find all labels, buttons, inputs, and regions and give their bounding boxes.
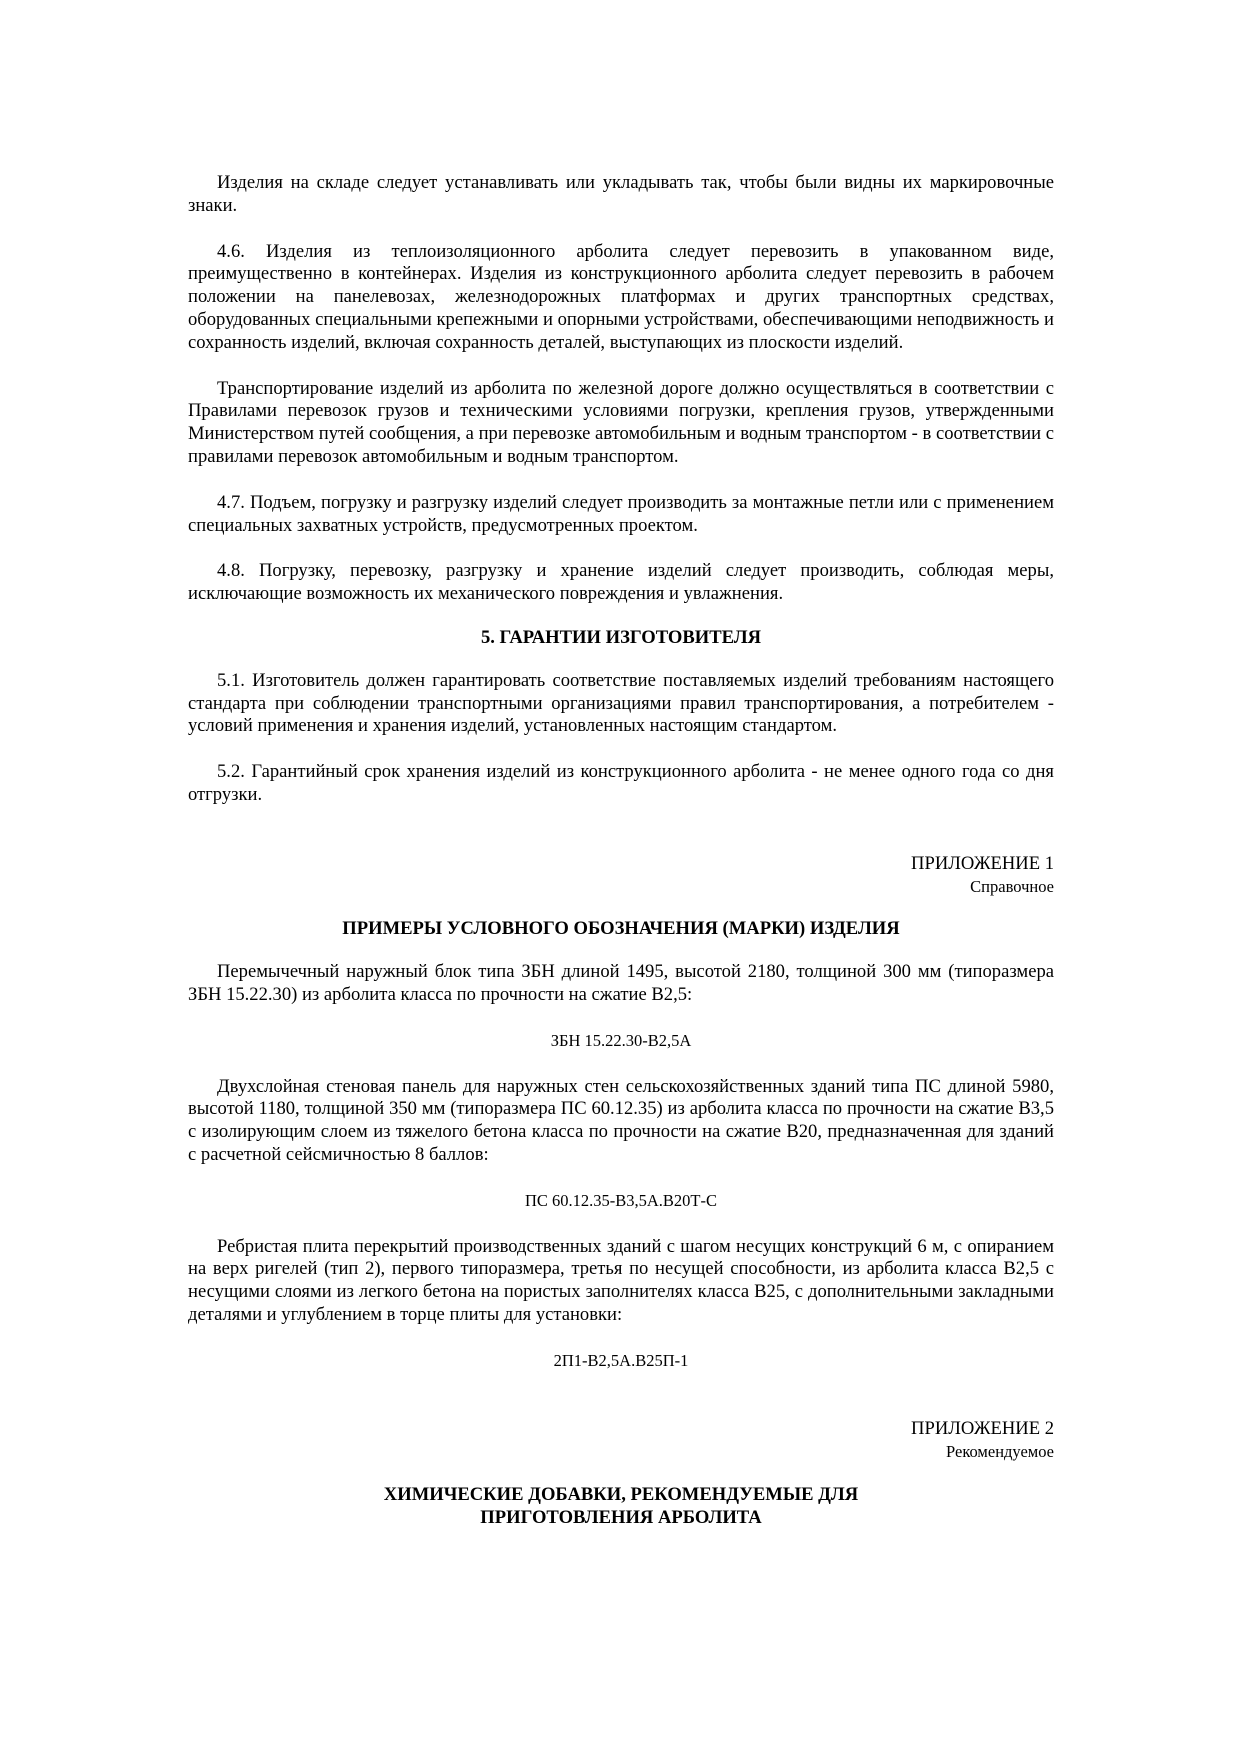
paragraph-5-2: 5.2. Гарантийный срок хранения изделий из конструкционного арболита - не менее одного года со дня отгрузки.: [188, 761, 1054, 805]
appendix-1-heading: ПРИМЕРЫ УСЛОВНОГО ОБОЗНАЧЕНИЯ (МАРКИ) ИЗДЕЛИЯ: [342, 918, 900, 940]
example-3-text: Ребристая плита перекрытий производственных зданий с шагом несущих конструкций 6 м, с опиранием на верх ригелей (тип 2), первого типоразмера, третья по несущей способности, из арболита класса В2,5 с несущими слоями из легкого бетона на пористых заполнителях класса В25, с дополнительными закладными деталями и углублением в торце плиты для установки:: [188, 1235, 1054, 1325]
paragraph-4-6: 4.6. Изделия из теплоизоляционного арболита следует перевозить в упакованном виде, преимущественно в контейнерах. Изделия из конструкционного арболита следует перевозить в рабочем положении на панелевозах, железнодорожных платформах и других транспортных средствах, оборудованных специальными крепежными и опорными устройствами, обеспечивающими неподвижность и сохранность изделий, включая сохранность деталей, выступающих из плоскости изделий.: [188, 240, 1054, 353]
appendix-1-label: ПРИЛОЖЕНИЕ 1: [911, 852, 1054, 874]
appendix-2-heading-line-1: ХИМИЧЕСКИЕ ДОБАВКИ, РЕКОМЕНДУЕМЫЕ ДЛЯ: [383, 1484, 859, 1506]
example-3-code: 2П1-В2,5А.В25П-1: [553, 1350, 689, 1370]
document-page: [188, 172, 1054, 1530]
section-5-heading: 5. ГАРАНТИИ ИЗГОТОВИТЕЛЯ: [480, 626, 762, 648]
paragraph-rail-transport: Транспортирование изделий из арболита по железной дороге должно осуществляться в соответствии с Правилами перевозок грузов и техническими условиями погрузки, крепления грузов, утвержденными Министерством путей сообщения, а при перевозке автомобильным и водным транспортом - в соответствии с правилами перевозок автомобильным и водным транспортом.: [188, 377, 1054, 467]
appendix-2-heading-line-2: ПРИГОТОВЛЕНИЯ АРБОЛИТА: [480, 1506, 762, 1528]
appendix-2-label: ПРИЛОЖЕНИЕ 2: [911, 1418, 1054, 1440]
example-2-code: ПС 60.12.35-В3,5А.В20Т-С: [524, 1190, 718, 1210]
paragraph-5-1: 5.1. Изготовитель должен гарантировать соответствие поставляемых изделий требованиям настоящего стандарта при соблюдении транспортными организациями правил транспортирования, а потребителем - условий применения и хранения изделий, установленных настоящим стандартом.: [188, 669, 1054, 737]
paragraph-4-7: 4.7. Подъем, погрузку и разгрузку изделий следует производить за монтажные петли или с применением специальных захватных устройств, предусмотренных проектом.: [188, 491, 1054, 536]
example-1-text: Перемычечный наружный блок типа ЗБН длиной 1495, высотой 2180, толщиной 300 мм (типоразмера ЗБН 15.22.30) из арболита класса по прочности на сжатие В2,5:: [188, 961, 1054, 1005]
paragraph-4-8: 4.8. Погрузку, перевозку, разгрузку и хранение изделий следует производить, соблюдая меры, исключающие возможность их механического повреждения и увлажнения.: [188, 560, 1054, 605]
appendix-2-type: Рекомендуемое: [946, 1442, 1054, 1462]
example-1-code: ЗБН 15.22.30-В2,5А: [550, 1030, 692, 1050]
appendix-2-heading: [188, 1484, 1054, 1530]
paragraph-storage-marking: Изделия на складе следует устанавливать или укладывать так, чтобы были видны их маркировочные знаки.: [188, 172, 1054, 216]
appendix-1-type: Справочное: [970, 876, 1054, 896]
example-2-text: Двухслойная стеновая панель для наружных стен сельскохозяйственных зданий типа ПС длиной 5980, высотой 1180, толщиной 350 мм (типоразмера ПС 60.12.35) из арболита класса по прочности на сжатие В3,5 с изолирующим слоем из тяжелого бетона класса по прочности на сжатие В20, предназначенная для зданий с расчетной сейсмичностью 8 баллов:: [188, 1075, 1054, 1165]
